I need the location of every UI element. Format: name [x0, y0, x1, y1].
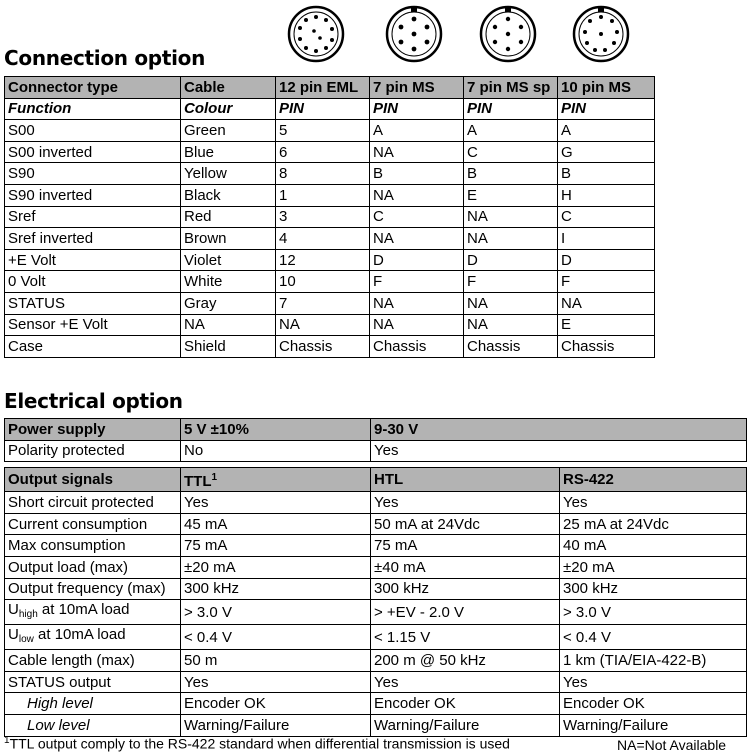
cell-pin-7-ms: C: [370, 206, 464, 228]
cell-colour: Violet: [181, 249, 276, 271]
polarity-9-30v-value: Yes: [371, 440, 747, 462]
footnote-text: TTL output comply to the RS-422 standard when differential transmission is used: [9, 735, 510, 752]
ttl-footnote: [4, 735, 510, 752]
row-label: Short circuit protected: [5, 492, 181, 514]
cell-function: S00: [5, 120, 181, 142]
cell-pin-7-ms-sp: NA: [464, 206, 558, 228]
cell-function: STATUS: [5, 292, 181, 314]
subheader-pin: PIN: [370, 98, 464, 120]
cell-ttl: 45 mA: [181, 513, 371, 535]
cell-rs422: 25 mA at 24Vdc: [560, 513, 747, 535]
polarity-label: Polarity protected: [5, 440, 181, 462]
cell-pin-7-ms: B: [370, 163, 464, 185]
connector-12pin-eml-icon: [286, 4, 346, 64]
row-label: Current consumption: [5, 513, 181, 535]
cell-pin-7-ms-sp: NA: [464, 228, 558, 250]
cell-pin-7-ms: NA: [370, 228, 464, 250]
subheader-pin: PIN: [558, 98, 655, 120]
table-row: [5, 163, 655, 185]
connector-10pin-ms-icon: [571, 4, 631, 64]
cell-pin-10-ms: E: [558, 314, 655, 336]
table-row: [5, 714, 747, 736]
row-label: High level: [5, 693, 181, 715]
table-row: [5, 271, 655, 293]
subheader-pin: PIN: [464, 98, 558, 120]
cell-htl: Yes: [371, 492, 560, 514]
polarity-protected-row: [5, 440, 747, 462]
table-row: [5, 314, 655, 336]
connection-header-row: [5, 77, 655, 99]
cell-colour: Brown: [181, 228, 276, 250]
cell-rs422: Yes: [560, 671, 747, 693]
cell-pin-10-ms: F: [558, 271, 655, 293]
cell-pin-7-ms-sp: E: [464, 184, 558, 206]
cell-pin-7-ms-sp: F: [464, 271, 558, 293]
cell-function: Sref: [5, 206, 181, 228]
table-row: [5, 492, 747, 514]
cell-pin-10-ms: Chassis: [558, 336, 655, 358]
header-7pin-ms-sp: 7 pin MS sp: [464, 77, 558, 99]
header-10pin-ms: 10 pin MS: [558, 77, 655, 99]
cell-ttl: 50 m: [181, 650, 371, 672]
table-row: [5, 336, 655, 358]
cell-function: Case: [5, 336, 181, 358]
cell-function: S90 inverted: [5, 184, 181, 206]
row-label: STATUS output: [5, 671, 181, 693]
cell-colour: Shield: [181, 336, 276, 358]
cell-pin-7-ms-sp: A: [464, 120, 558, 142]
connection-rows: [5, 120, 655, 358]
cell-pin-7-ms: Chassis: [370, 336, 464, 358]
cell-pin-12-eml: 3: [276, 206, 370, 228]
output-signals-label: Output signals: [5, 468, 181, 492]
cell-pin-7-ms: NA: [370, 184, 464, 206]
cell-pin-7-ms: D: [370, 249, 464, 271]
cell-pin-12-eml: 5: [276, 120, 370, 142]
cell-function: S90: [5, 163, 181, 185]
table-row: [5, 671, 747, 693]
u-high-row: [5, 600, 747, 625]
table-row: [5, 650, 747, 672]
cell-pin-10-ms: I: [558, 228, 655, 250]
electrical-rows-2: [5, 650, 747, 693]
u-low-row: [5, 625, 747, 650]
subheader-function: Function: [5, 98, 181, 120]
cell-rs422: ±20 mA: [560, 556, 747, 578]
cell-htl: 300 kHz: [371, 578, 560, 600]
status-level-rows: [5, 693, 747, 736]
cell-pin-12-eml: Chassis: [276, 336, 370, 358]
cell-rs422: 40 mA: [560, 535, 747, 557]
cell-colour: Green: [181, 120, 276, 142]
cell-pin-12-eml: 8: [276, 163, 370, 185]
cell-rs422: Warning/Failure: [560, 714, 747, 736]
cell-function: +E Volt: [5, 249, 181, 271]
na-legend: NA=Not Available: [617, 737, 727, 753]
cell-htl: ±40 mA: [371, 556, 560, 578]
cell-pin-10-ms: G: [558, 141, 655, 163]
table-row: [5, 206, 655, 228]
cell-ttl: Yes: [181, 671, 371, 693]
electrical-option-title: Electrical option: [4, 389, 183, 413]
cell-ttl: 300 kHz: [181, 578, 371, 600]
table-row: [5, 535, 747, 557]
connection-subheader-row: [5, 98, 655, 120]
cell-colour: Yellow: [181, 163, 276, 185]
footnote-mark: 1: [4, 735, 10, 746]
cell-pin-7-ms: F: [370, 271, 464, 293]
cell-function: S00 inverted: [5, 141, 181, 163]
u-low-ttl: < 0.4 V: [181, 625, 371, 650]
cell-pin-7-ms-sp: B: [464, 163, 558, 185]
electrical-table: [4, 418, 747, 737]
cell-rs422: Yes: [560, 492, 747, 514]
table-row: [5, 228, 655, 250]
table-row: [5, 249, 655, 271]
cell-htl: 200 m @ 50 kHz: [371, 650, 560, 672]
output-rs422-header: RS-422: [560, 468, 747, 492]
cell-pin-10-ms: H: [558, 184, 655, 206]
cell-colour: Black: [181, 184, 276, 206]
header-connector-type: Connector type: [5, 77, 181, 99]
cell-htl: Warning/Failure: [371, 714, 560, 736]
row-label: Output load (max): [5, 556, 181, 578]
cell-ttl: ±20 mA: [181, 556, 371, 578]
connector-7pin-ms-sp-icon: [478, 4, 538, 64]
cell-pin-12-eml: NA: [276, 314, 370, 336]
cell-function: Sref inverted: [5, 228, 181, 250]
cell-pin-7-ms-sp: D: [464, 249, 558, 271]
cell-pin-7-ms-sp: Chassis: [464, 336, 558, 358]
table-row: [5, 513, 747, 535]
cell-htl: 50 mA at 24Vdc: [371, 513, 560, 535]
cell-function: 0 Volt: [5, 271, 181, 293]
footnote-marker: 1: [211, 472, 218, 484]
subheader-pin: PIN: [276, 98, 370, 120]
row-label: Cable length (max): [5, 650, 181, 672]
u-low-label: $U_{low}$ at 10mA load: [5, 625, 181, 650]
cell-pin-12-eml: 1: [276, 184, 370, 206]
cell-ttl: Encoder OK: [181, 693, 371, 715]
output-htl-header: HTL: [371, 468, 560, 492]
cell-pin-10-ms: C: [558, 206, 655, 228]
cell-rs422: 300 kHz: [560, 578, 747, 600]
u-high-htl: > +EV - 2.0 V: [371, 600, 560, 625]
cell-ttl: 75 mA: [181, 535, 371, 557]
power-supply-5v: 5 V ±10%: [181, 419, 371, 441]
cell-pin-7-ms: NA: [370, 141, 464, 163]
u-low-rs422: < 0.4 V: [560, 625, 747, 650]
cell-pin-10-ms: NA: [558, 292, 655, 314]
row-label: Low level: [5, 714, 181, 736]
connection-option-title: Connection option: [4, 46, 206, 70]
cell-htl: 75 mA: [371, 535, 560, 557]
cell-ttl: Warning/Failure: [181, 714, 371, 736]
connection-table: [4, 76, 655, 358]
output-ttl-header: TTL$^1$: [181, 468, 371, 492]
polarity-5v-value: No: [181, 440, 371, 462]
table-row: [5, 292, 655, 314]
power-supply-label: Power supply: [5, 419, 181, 441]
cell-colour: Gray: [181, 292, 276, 314]
cell-pin-10-ms: B: [558, 163, 655, 185]
cell-rs422: 1 km (TIA/EIA-422-B): [560, 650, 747, 672]
table-row: [5, 141, 655, 163]
cell-pin-12-eml: 7: [276, 292, 370, 314]
cell-htl: Yes: [371, 671, 560, 693]
table-row: [5, 556, 747, 578]
cell-pin-7-ms-sp: NA: [464, 314, 558, 336]
cell-pin-7-ms: NA: [370, 314, 464, 336]
row-label: Output frequency (max): [5, 578, 181, 600]
cell-pin-7-ms: NA: [370, 292, 464, 314]
cell-pin-7-ms-sp: NA: [464, 292, 558, 314]
row-label: Max consumption: [5, 535, 181, 557]
cell-pin-7-ms: A: [370, 120, 464, 142]
electrical-rows: [5, 492, 747, 600]
header-cable: Cable: [181, 77, 276, 99]
cell-colour: White: [181, 271, 276, 293]
output-signals-header-row: [5, 468, 747, 492]
table-row: [5, 693, 747, 715]
cell-colour: NA: [181, 314, 276, 336]
cell-pin-12-eml: 10: [276, 271, 370, 293]
cell-colour: Blue: [181, 141, 276, 163]
table-row: [5, 120, 655, 142]
cell-function: Sensor +E Volt: [5, 314, 181, 336]
cell-pin-10-ms: A: [558, 120, 655, 142]
u-high-ttl: > 3.0 V: [181, 600, 371, 625]
u-high-label: $U_{high}$ at 10mA load: [5, 600, 181, 625]
connector-7pin-ms-icon: [384, 4, 444, 64]
subheader-colour: Colour: [181, 98, 276, 120]
header-12pin-eml: 12 pin EML: [276, 77, 370, 99]
cell-pin-12-eml: 4: [276, 228, 370, 250]
power-supply-header-row: [5, 419, 747, 441]
table-row: [5, 578, 747, 600]
cell-htl: Encoder OK: [371, 693, 560, 715]
cell-rs422: Encoder OK: [560, 693, 747, 715]
cell-pin-12-eml: 6: [276, 141, 370, 163]
cell-pin-10-ms: D: [558, 249, 655, 271]
power-supply-9-30v: 9-30 V: [371, 419, 747, 441]
cell-pin-7-ms-sp: C: [464, 141, 558, 163]
cell-pin-12-eml: 12: [276, 249, 370, 271]
header-7pin-ms: 7 pin MS: [370, 77, 464, 99]
cell-ttl: Yes: [181, 492, 371, 514]
cell-colour: Red: [181, 206, 276, 228]
table-row: [5, 184, 655, 206]
u-low-htl: < 1.15 V: [371, 625, 560, 650]
u-high-rs422: > 3.0 V: [560, 600, 747, 625]
